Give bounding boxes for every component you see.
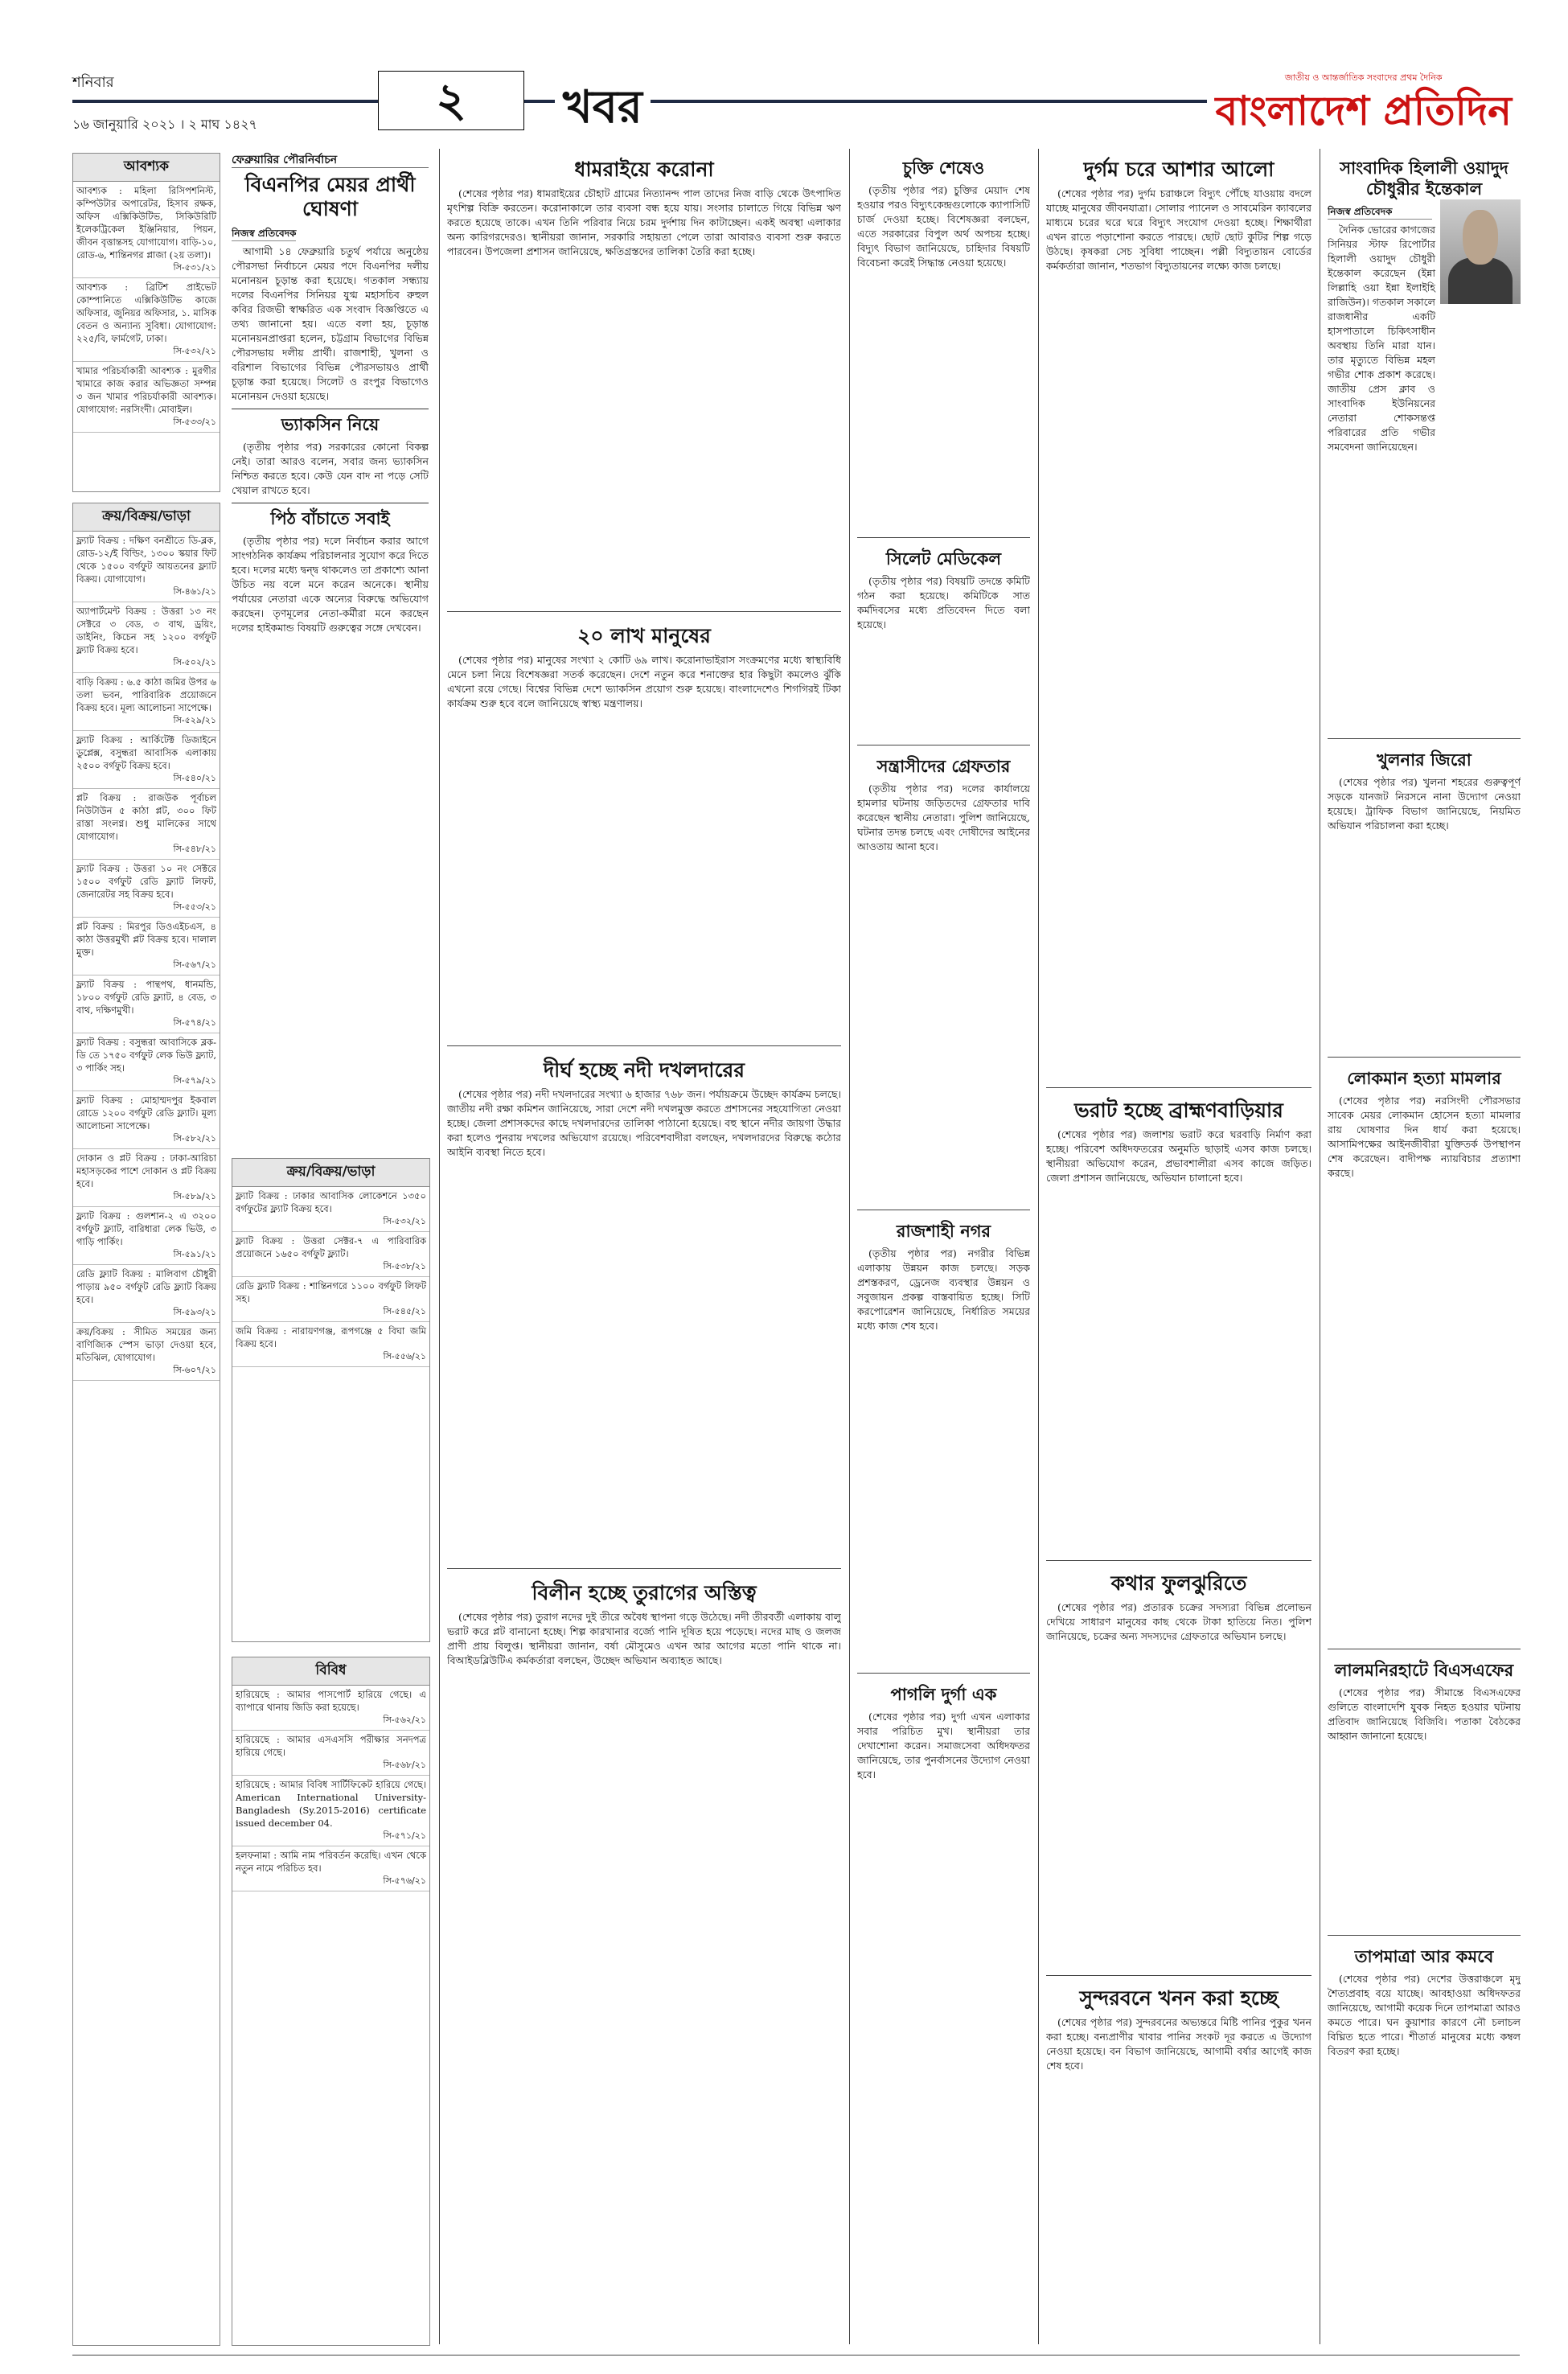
obituary-photo	[1440, 199, 1521, 304]
article-body: (তৃতীয় পৃষ্ঠার পর) দলের কার্যালয়ে হামলার ঘটনায় জড়িতদের গ্রেফতার দাবি করেছেন স্থানীয় নেতারা। পুলিশ জানিয়েছে, ঘটনার তদন্ত চলছে এবং দোষীদের আইনের আওতায় আনা হবে।	[857, 782, 1030, 852]
article-twenty-lakh	[447, 619, 841, 1037]
article-temperature	[1328, 1941, 1521, 2344]
classified-sale-box	[72, 503, 220, 2346]
divider	[1046, 1975, 1311, 1976]
classified-item: দোকান ও প্লট বিক্রয় : ঢাকা-আরিচা মহাসড়কের পাশে দোকান ও প্লট বিক্রয় হবে। সি-৫৮৯/২১	[73, 1149, 220, 1207]
article-body: (তৃতীয় পৃষ্ঠার পর) নগরীর বিভিন্ন এলাকায় উন্নয়ন কাজ চলছে। সড়ক প্রশস্তকরণ, ড্রেনেজ ব্যবস্থার উন্নয়ন ও সবুজায়ন প্রকল্প বাস্তবায়িত হচ্ছে। সিটি করপোরেশন জানিয়েছে, নির্ধারিত সময়ের মধ্যে কাজ শেষ হবে।	[857, 1247, 1030, 1332]
section-name: খবর	[555, 72, 651, 148]
article-body: দৈনিক ভোরের কাগজের সিনিয়র স্টাফ রিপোর্টার হিলালী ওয়াদুদ চৌধুরী ইন্তেকাল করেছেন (ইন্না লিল্লাহি ওয়া ইন্না ইলাইহি রাজিউন)। গতকাল সকালে রাজধানীর একটি হাসপাতালে চিকিৎসাধীন অবস্থায় তিনি মারা যান। তার মৃত্যুতে বিভিন্ন মহল গভীর শোক প্রকাশ করেছে। জাতীয় প্রেস ক্লাব ও সাংবাদিক ইউনিয়নের নেতারা শোকসন্তপ্ত পরিবারের প্রতি গভীর সমবেদনা জানিয়েছেন।	[1328, 224, 1435, 453]
classified-item: ফ্ল্যাট বিক্রয় : উত্তরা ১০ নং সেক্টরে ১৫০০ বর্গফুট রেডি ফ্ল্যাট লিফট, জেনারেটর সহ বিক্রয় হবে। সি-৫৫৩/২১	[73, 860, 220, 918]
divider	[447, 611, 841, 612]
article-headline: দুর্গম চরে আশার আলো	[1083, 158, 1275, 181]
article-body: আগামী ১৪ ফেব্রুয়ারি চতুর্থ পর্যায়ে অনুষ্ঠেয় পৌরসভা নির্বাচনে মেয়র পদে বিএনপির দলীয় মনোনয়ন চূড়ান্ত করা হয়েছে। গতকাল সন্ধ্যায় দলের বিএনপির সিনিয়র যুগ্ম মহাসচিব রুহুল কবির রিজভী স্বাক্ষরিত এক সংবাদ বিজ্ঞপ্তিতে এ তথ্য জানানো হয়। এতে বলা হয়, চূড়ান্ত মনোনয়নপ্রাপ্তরা হলেন, চট্টগ্রাম বিভাগের বিভিন্ন পৌরসভায় দলীয় প্রার্থী। রাজশাহী, খুলনা ও বরিশাল বিভাগের বিভিন্ন পৌরসভায়ও প্রার্থী চূড়ান্ত করা হয়েছে। সিলেট ও রংপুর বিভাগেও মনোনয়ন দেওয়া হয়েছে।	[232, 245, 429, 402]
divider	[1328, 1057, 1521, 1058]
classified-wanted-box	[72, 153, 220, 492]
article-headline: পাগলি দুর্গা এক	[890, 1684, 997, 1704]
article-contract	[857, 153, 1030, 531]
article-durga	[857, 1679, 1030, 2344]
paper-name: বাংলাদেশ প্রতিদিন	[1215, 87, 1512, 134]
classified-item: হলফনামা : আমি নাম পরিবর্তন করেছি। এখন থেকে নতুন নামে পরিচিত হব। সি-৫৭৬/২১	[232, 1846, 429, 1891]
classified-item: ক্রয়/বিক্রয় : সীমিত সময়ের জন্য বাণিজ্যিক স্পেস ভাড়া দেওয়া হবে, মতিঝিল, যোগাযোগ। সি-৬০৭/২১	[73, 1323, 220, 1381]
classified-center-box	[232, 1158, 430, 1642]
article-body: (শেষের পৃষ্ঠার পর) দেশের উত্তরাঞ্চলে মৃদু শৈত্যপ্রবাহ বয়ে যাচ্ছে। আবহাওয়া অধিদফতর জানিয়েছে, আগামী কয়েক দিনে তাপমাত্রা আরও কমতে পারে। ঘন কুয়াশার কারণে নৌ চলাচল বিঘ্নিত হতে পারে। শীতার্ত মানুষের মধ্যে কম্বল বিতরণ করা হচ্ছে।	[1328, 1973, 1521, 2057]
classified-item: ফ্ল্যাট বিক্রয় : পান্থপথ, ধানমন্ডি, ১৮০০ বর্গফুট রেডি ফ্ল্যাট, ৪ বেড, ৩ বাথ, দক্ষিণমুখী। সি-৫৭৪/২১	[73, 975, 220, 1033]
page-bottom-rule	[72, 2355, 1520, 2356]
article-byline: নিজস্ব প্রতিবেদক	[232, 226, 296, 241]
divider	[1046, 1087, 1311, 1088]
article-body: (শেষের পৃষ্ঠার পর) তুরাগ নদের দুই তীরে অবৈধ স্থাপনা গড়ে উঠেছে। নদী তীরবর্তী এলাকায় বালু ভরাট করে প্লট বানানো হচ্ছে। শিল্প কারখানার বর্জ্যে পানি দূষিত হয়ে পড়েছে। নদের মাছ ও জলজ প্রাণী প্রায় বিলুপ্ত। স্থানীয়রা জানান, বর্ষা মৌসুমেও এখন আর আগের মতো পানি থাকে না। বিআইডব্লিউটিএ কর্মকর্তারা বলছেন, উচ্ছেদ অভিযান অব্যাহত আছে।	[447, 1611, 841, 1666]
article-sylhet	[857, 544, 1030, 737]
article-terror	[857, 751, 1030, 1201]
article-headline: ভ্যাকসিন নিয়ে	[281, 414, 380, 434]
article-sundarban	[1046, 1982, 1311, 2344]
classified-misc-box	[232, 1657, 430, 2346]
article-char	[1046, 153, 1311, 1078]
divider	[857, 1673, 1030, 1674]
classified-item: রেডি ফ্ল্যাট বিক্রয় : মালিবাগ চৌধুরী পাড়ায় ৯৫০ বর্গফুট রেডি ফ্ল্যাট বিক্রয় হবে। সি-৫৯৩/২১	[73, 1265, 220, 1323]
article-turag	[447, 1576, 841, 2344]
article-body: (শেষের পৃষ্ঠার পর) খুলনা শহরের গুরুত্বপূর্ণ সড়কে যানজট নিরসনে নানা উদ্যোগ নেওয়া হয়েছে। ট্রাফিক বিভাগ জানিয়েছে, নিয়মিত অভিযান পরিচালনা করা হচ্ছে।	[1328, 776, 1521, 832]
photo-figure-face	[1463, 210, 1498, 265]
article-lokman	[1328, 1063, 1521, 1642]
article-kicker: ফেব্রুয়ারির পৌরনির্বাচন	[232, 153, 429, 168]
classified-sale-header: ক্রয়/বিক্রয়/ভাড়া	[73, 503, 220, 532]
classified-center-header: ক্রয়/বিক্রয়/ভাড়া	[232, 1159, 429, 1187]
classified-item: বাড়ি বিক্রয় : ৬.৫ কাঠা জমির উপর ৬ তলা ভবন, পারিবারিক প্রয়োজনে বিক্রয় হবে। মূল্য আলোচনা সাপেক্ষে। সি-৫২৯/২১	[73, 673, 220, 731]
article-headline: পিঠ বাঁচাতে সবাই	[270, 508, 390, 528]
classified-item: ফ্ল্যাট বিক্রয় : গুলশান-২ এ ৩২০০ বর্গফুট ফ্ল্যাট, বারিধারা লেক ভিউ, ৩ গাড়ি পার্কিং। সি-৫৯১/২১	[73, 1207, 220, 1265]
masthead	[72, 71, 1520, 140]
masthead-day: শনিবার	[72, 74, 114, 91]
article-headline: খুলনার জিরো	[1377, 750, 1472, 770]
article-dhamrai	[447, 153, 841, 603]
article-body: (তৃতীয় পৃষ্ঠার পর) সরকারের কোনো বিকল্প নেই। তারা আরও বলেন, সবার জন্য ভ্যাকসিন নিশ্চিত করতে হবে। কেউ যেন বাদ না পড়ে সেটি খেয়াল রাখতে হবে।	[232, 441, 429, 496]
classified-item: রেডি ফ্ল্যাট বিক্রয় : শান্তিনগরে ১১০০ বর্গফুট লিফট সহ। সি-৫৪৫/২১	[232, 1277, 429, 1322]
article-headline: সিলেট মেডিকেল	[885, 548, 1002, 569]
article-body: (শেষের পৃষ্ঠার পর) সীমান্তে বিএসএফের গুলিতে বাংলাদেশি যুবক নিহত হওয়ার ঘটনায় প্রতিবাদ জানিয়েছে বিজিবি। পতাকা বৈঠকের আহ্বান জানানো হয়েছে।	[1328, 1686, 1521, 1742]
classified-item: ফ্ল্যাট বিক্রয় : মোহাম্মদপুর ইকবাল রোডে ১২০০ বর্গফুট রেডি ফ্ল্যাট। মূল্য আলোচনা সাপেক্ষে। সি-৫৮২/২১	[73, 1091, 220, 1149]
article-body: (তৃতীয় পৃষ্ঠার পর) চুক্তির মেয়াদ শেষ হওয়ার পরও বিদ্যুৎকেন্দ্রগুলোকে ক্যাপাসিটি চার্জ দেওয়া হচ্ছে। বিশেষজ্ঞরা বলছেন, এতে সরকারের বিপুল অর্থ অপচয় হচ্ছে। বিদ্যুৎ বিভাগ জানিয়েছে, চাহিদার বিষয়টি বিবেচনা করেই সিদ্ধান্ত নেওয়া হয়েছে।	[857, 184, 1030, 269]
article-headline: সন্ত্রাসীদের গ্রেফতার	[876, 756, 1011, 776]
article-byline: নিজস্ব প্রতিবেদক	[1328, 204, 1432, 220]
article-bhorat	[1046, 1094, 1311, 1552]
article-headline: রাজশাহী নগর	[896, 1221, 991, 1241]
article-headline: চুক্তি শেষেও	[902, 158, 985, 178]
article-body: (শেষের পৃষ্ঠার পর) দুর্গা এখন এলাকার সবার পরিচিত মুখ। স্থানীয়রা তার দেখাশোনা করেন। সমাজসেবা অধিদফতর জানিয়েছে, তার পুনর্বাসনের উদ্যোগ নেওয়া হবে।	[857, 1711, 1030, 1780]
article-body: (শেষের পৃষ্ঠার পর) মানুষের সংখ্যা ২ কোটি ৬৯ লাখ। করোনাভাইরাস সংক্রমণের মধ্যে স্বাস্থ্যবিধি মেনে চলা নিয়ে বিশেষজ্ঞরা সতর্ক করেছেন। দেশে নতুন করে শনাক্তের হার কিছুটা কমলেও ঝুঁকি এখনো রয়ে গেছে। বিশ্বের বিভিন্ন দেশে ভ্যাকসিন প্রয়োগ শুরু হয়েছে। বাংলাদেশেও শিগগিরই টিকা কার্যক্রম শুরু হবে বলে জানিয়েছে স্বাস্থ্য মন্ত্রণালয়।	[447, 654, 841, 709]
article-headline: ধামরাইয়ে করোনা	[574, 158, 714, 181]
article-headline: বিলীন হচ্ছে তুরাগের অস্তিত্ব	[532, 1581, 757, 1604]
article-body: (শেষের পৃষ্ঠার পর) নরসিংদী পৌরসভার সাবেক মেয়র লোকমান হোসেন হত্যা মামলার রায় ঘোষণার দিন ধার্য করা হয়েছে। আসামিপক্ষের আইনজীবীরা যুক্তিতর্ক উপস্থাপন শেষ করেছেন। বাদীপক্ষ ন্যায়বিচার প্রত্যাশা করছে।	[1328, 1095, 1521, 1179]
article-fulbari	[1046, 1567, 1311, 1969]
article-headline: লোকমান হত্যা মামলার	[1347, 1068, 1501, 1088]
article-body: (শেষের পৃষ্ঠার পর) ধামরাইয়ের চৌহাট গ্রামের নিত্যানন্দ পাল তাদের নিজ বাড়ি থেকে উৎপাদিত মৃৎশিল্প বিক্রি করতেন। করোনাকালে তার ব্যবসা বন্ধ হয়ে যায়। সংসার চালাতে গিয়ে বিভিন্ন ঋণ করতে হয়েছে তাকে। এখন তিনি পরিবার নিয়ে চরম দুর্দশায় দিন কাটাচ্ছেন। একই অবস্থা এলাকার অন্য কারিগরদেরও। স্থানীয়রা জানান, সরকারি সহায়তা পেলে তারা আবারও ব্যবসা শুরু করতে পারবেন। উপজেলা প্রশাসন জানিয়েছে, ক্ষতিগ্রস্তদের তালিকা তৈরি করা হচ্ছে।	[447, 187, 841, 257]
article-headline: ভরাট হচ্ছে ব্রাহ্মণবাড়িয়ার	[1074, 1099, 1283, 1122]
classified-item: ফ্ল্যাট বিক্রয় : ঢাকার আবাসিক লোকেশনে ১৩৫০ বর্গফুটের ফ্ল্যাট বিক্রয় হবে। সি-৫৩২/২১	[232, 1187, 429, 1232]
classified-item: ফ্ল্যাট বিক্রয় : বসুন্ধরা আবাসিকে ব্লক-ডি তে ১৭৫০ বর্গফুট লেক ভিউ ফ্ল্যাট, ৩ পার্কিং সহ। সি-৫৭৯/২১	[73, 1033, 220, 1091]
divider	[1046, 1560, 1311, 1561]
classified-item: প্লট বিক্রয় : মিরপুর ডিওএইচএস, ৪ কাঠা উত্তরমুখী প্লট বিক্রয় হবে। দালাল মুক্ত। সি-৫৬৭/২১	[73, 918, 220, 975]
classified-item: খামার পরিচর্যাকারী আবশ্যক : মুরগীর খামারে কাজ করার অভিজ্ঞতা সম্পন্ন ৩ জন খামার পরিচর্যাকারী আবশ্যক। যোগাযোগ: নরসিংদী। মোবাইল। সি-৫৩৩/২১	[73, 362, 220, 433]
column-divider	[849, 149, 850, 2344]
article-body: (শেষের পৃষ্ঠার পর) সুন্দরবনের অভ্যন্তরে মিষ্টি পানির পুকুর খনন করা হচ্ছে। বন্যপ্রাণীর খাবার পানির সংকট দূর করতে এ উদ্যোগ নেওয়া হয়েছে। বন বিভাগ জানিয়েছে, আগামী বর্ষার আগেই কাজ শেষ হবে।	[1046, 2016, 1311, 2072]
classified-item: ফ্ল্যাট বিক্রয় : উত্তরা সেক্টর-৭ এ পারিবারিক প্রয়োজনে ১৬৫০ বর্গফুট ফ্ল্যাট। সি-৫৩৮/২১	[232, 1232, 429, 1277]
classified-item: আবশ্যক : মহিলা রিসিপশনিস্ট, কম্পিউটার অপারেটর, হিসাব রক্ষক, অফিস এক্সিকিউটিভ, সিকিউরিটি ইলেকট্রিকেল ইঞ্জিনিয়ার, পিয়ন, জীবন বৃত্তান্তসহ যোগাযোগ। বাড়ি-১০, রোড-৬, শান্তিনগর প্লাজা (২য় তলা)। সি-৫৩১/২১	[73, 182, 220, 278]
divider	[1328, 738, 1521, 739]
classified-item: হারিয়েছে : আমার বিবিধ সার্টিফিকেট হারিয়ে গেছে। American International University-Bangladesh (Sy.2015-2016) certificate issued december 04. সি-৫৭১/২১	[232, 1776, 429, 1846]
page-number: ২	[378, 71, 524, 130]
column-divider	[439, 149, 440, 2344]
divider	[447, 1568, 841, 1569]
classified-item: জমি বিক্রয় : নারায়ণগঞ্জ, রূপগঞ্জে ৫ বিঘা জমি বিক্রয় হবে। সি-৫৫৬/২১	[232, 1322, 429, 1367]
paper-logo	[1207, 71, 1520, 135]
classified-item: আবশ্যক : ব্রিটিশ প্রাইভেট কোম্পানিতে এক্সিকিউটিভ কাজে অফিসার, জুনিয়র অফিসার, ১. মাসিক বেতন ও অন্যান্য সুবিধা। যোগাযোগ: ২২৫/বি, ফার্মগেট, ঢাকা। সি-৫৩২/২১	[73, 278, 220, 362]
paper-tagline: জাতীয় ও আন্তর্জাতিক সংবাদের প্রথম দৈনিক	[1284, 72, 1443, 83]
article-headline: সাংবাদিক হিলালী ওয়াদুদ চৌধুরীর ইন্তেকাল	[1340, 158, 1508, 199]
divider	[447, 1045, 841, 1046]
divider	[857, 537, 1030, 538]
article-body: (তৃতীয় পৃষ্ঠার পর) বিষয়টি তদন্তে কমিটি গঠন করা হয়েছে। কমিটিকে সাত কর্মদিবসের মধ্যে প্রতিবেদন দিতে বলা হয়েছে।	[857, 575, 1030, 630]
article-khulna	[1328, 745, 1521, 1050]
article-river	[447, 1054, 841, 1560]
classified-misc-header: বিবিধ	[232, 1657, 429, 1686]
article-headline: কথার ফুলঝুরিতে	[1110, 1571, 1247, 1595]
article-lalmonirhat	[1328, 1655, 1521, 1928]
classified-item: ফ্ল্যাট বিক্রয় : আর্কিটেক্ট ডিজাইনে ডুপ্লেক্স, বসুন্ধরা আবাসিক এলাকায় ২৫০০ বর্গফুট বিক্রয় হবে। সি-৫৪০/২১	[73, 731, 220, 789]
classified-item: হারিয়েছে : আমার এসএসসি পরীক্ষার সনদপত্র হারিয়ে গেছে। সি-৫৬৮/২১	[232, 1731, 429, 1776]
classified-sale-list	[73, 532, 220, 1381]
classified-wanted-list	[73, 182, 220, 433]
article-rajshahi	[857, 1216, 1030, 1666]
article-headline: ২০ লাখ মানুষের	[577, 624, 711, 647]
article-headline: তাপমাত্রা আর কমবে	[1354, 1946, 1494, 1966]
article-body: (শেষের পৃষ্ঠার পর) প্রতারক চক্রের সদস্যরা বিভিন্ন প্রলোভন দেখিয়ে সাধারণ মানুষের কাছ থেকে টাকা হাতিয়ে নিত। পুলিশ জানিয়েছে, চক্রের অন্য সদস্যদের গ্রেফতারে অভিযান চলছে।	[1046, 1601, 1311, 1642]
classified-item: হারিয়েছে : আমার পাসপোর্ট হারিয়ে গেছে। এ ব্যাপারে থানায় জিডি করা হয়েছে। সি-৫৬২/২১	[232, 1686, 429, 1731]
article-headline: সুন্দরবনে খনন করা হচ্ছে	[1079, 1986, 1279, 2010]
masthead-date: ১৬ জানুয়ারি ২০২১ । ২ মাঘ ১৪২৭	[72, 117, 257, 132]
classified-item: প্লট বিক্রয় : রাজউক পূর্বাচল নিউটাউন ৫ কাঠা প্লট, ৩০০ ফিট রাস্তা সংলগ্ন। শুধু মালিকের সাথে যোগাযোগ। সি-৫৪৮/২১	[73, 789, 220, 860]
divider	[1328, 1935, 1521, 1936]
classified-wanted-header: আবশ্যক	[73, 154, 220, 182]
column-divider	[1038, 149, 1039, 2344]
article-mayor	[232, 153, 429, 1142]
article-body: (শেষের পৃষ্ঠার পর) জলাশয় ভরাট করে ঘরবাড়ি নির্মাণ করা হচ্ছে। পরিবেশ অধিদফতরের অনুমতি ছাড়াই এসব কাজ চলছে। স্থানীয়রা অভিযোগ করেন, প্রভাবশালীরা এসব কাজে জড়িত। জেলা প্রশাসন জানিয়েছে, অভিযান চালানো হবে।	[1046, 1128, 1311, 1184]
article-headline: বিএনপির মেয়র প্রার্থী ঘোষণা	[244, 173, 416, 220]
classified-item: ফ্ল্যাট বিক্রয় : দক্ষিণ বনশ্রীতে ডি-ব্লক, রোড-১২/ই বিল্ডিং, ১৩০০ স্কয়ার ফিট থেকে ১৫০০ বর্গফুট আয়তনের ফ্ল্যাট বিক্রয়। যোগাযোগ। সি-৪৬১/২১	[73, 532, 220, 602]
article-body: (শেষের পৃষ্ঠার পর) দুর্গম চরাঞ্চলে বিদ্যুৎ পৌঁছে যাওয়ায় বদলে যাচ্ছে মানুষের জীবনযাত্রা। সোলার প্যানেল ও সাবমেরিন ক্যাবলের মাধ্যমে চরের ঘরে ঘরে বিদ্যুৎ সংযোগ দেওয়া হচ্ছে। শিক্ষার্থীরা এখন রাতে পড়াশোনা করতে পারছে। ছোট ছোট কুটির শিল্প গড়ে উঠছে। কৃষকরা সেচ সুবিধা পাচ্ছেন। পল্লী বিদ্যুতায়ন বোর্ডের কর্মকর্তারা জানান, শতভাগ বিদ্যুতায়নের লক্ষ্যে কাজ চলছে।	[1046, 187, 1311, 272]
article-obituary	[1328, 153, 1521, 732]
classified-item: অ্যাপার্টমেন্ট বিক্রয় : উত্তরা ১৩ নং সেক্টরে ৩ বেড, ৩ বাথ, ড্রয়িং, ডাইনিং, কিচেন সহ ১২০০ বর্গফুট ফ্ল্যাট বিক্রয় হবে। সি-৫০২/২১	[73, 602, 220, 673]
article-headline: দীর্ঘ হচ্ছে নদী দখলদারের	[543, 1058, 745, 1082]
article-body: (শেষের পৃষ্ঠার পর) নদী দখলদারের সংখ্যা ৬ হাজার ৭৬৮ জন। পর্যায়ক্রমে উচ্ছেদ কার্যক্রম চলছে। জাতীয় নদী রক্ষা কমিশন জানিয়েছে, সারা দেশে নদী দখলমুক্ত করতে প্রশাসনের সহযোগিতা নেওয়া হচ্ছে। জেলা প্রশাসকদের কাছে দখলদারদের তালিকা পাঠানো হয়েছে। বহু স্থানে নদীর জায়গা উদ্ধার করা হলেও পুনরায় দখলের অভিযোগ রয়েছে। পরিবেশবাদীরা বলছেন, দখলদারদের বিরুদ্ধে কঠোর আইনি ব্যবস্থা নিতে হবে।	[447, 1088, 841, 1158]
article-body: (তৃতীয় পৃষ্ঠার পর) দলে নির্বাচন করার আগে সাংগঠনিক কার্যক্রম পরিচালনার সুযোগ করে দিতে হবে। দলের মধ্যে দ্বন্দ্ব থাকলেও তা প্রকাশ্যে আনা উচিত নয় বলে মনে করেন অনেকে। স্থানীয় পর্যায়ের নেতারা একে অন্যের বিরুদ্ধে অভিযোগ করছেন। তৃণমূলের নেতা-কর্মীরা মনে করছেন দলের হাইকমান্ড বিষয়টি গুরুত্বের সঙ্গে দেখবেন।	[232, 535, 429, 634]
article-headline: লালমনিরহাটে বিএসএফের	[1334, 1660, 1514, 1680]
